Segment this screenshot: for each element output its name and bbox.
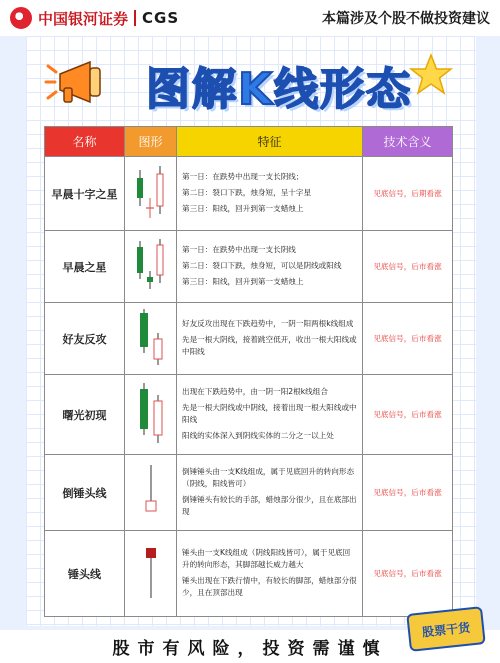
disclaimer: 本篇涉及个股不做投资建议 bbox=[322, 11, 490, 27]
pattern-meaning: 见底信号，后市看涨 bbox=[363, 231, 453, 303]
megaphone-icon bbox=[44, 58, 106, 108]
brand-english: CGS bbox=[142, 9, 180, 27]
header-name: 名称 bbox=[45, 127, 125, 157]
pattern-figure bbox=[125, 375, 177, 455]
feature-line: 第三日：阳线，回升到第一支蜡烛上 bbox=[182, 276, 304, 286]
table-row bbox=[45, 303, 453, 375]
feature-line: 倒锤锤头由一支K线组成，属于见底回升的转向形态（阴线，阳线皆可） bbox=[182, 466, 355, 488]
stamp-badge bbox=[406, 606, 486, 652]
pattern-figure bbox=[125, 231, 177, 303]
inverted-hammer-chart bbox=[132, 461, 170, 521]
feature-line: 第一日：在跌势中出现一支长阴线 bbox=[182, 244, 296, 254]
pattern-figure bbox=[125, 157, 177, 231]
pattern-figure bbox=[125, 303, 177, 375]
table-row bbox=[45, 531, 453, 617]
pattern-figure bbox=[125, 531, 177, 617]
feature-line: 阳线的实体深入到阴线实体的二分之一以上处 bbox=[182, 430, 334, 440]
content-card bbox=[26, 36, 476, 626]
pattern-name: 倒锤头线 bbox=[45, 455, 125, 531]
hammer-chart bbox=[132, 540, 170, 604]
feature-line: 第一日：在跌势中出现一支长阴线； bbox=[182, 171, 304, 181]
feature-line: 先是一根大阴线或中阴线，接着出现一根大阳线或中阳线 bbox=[182, 402, 357, 424]
pattern-figure bbox=[125, 455, 177, 531]
table-header-row bbox=[45, 127, 453, 157]
feature-line: 锤头由一支K线组成（阴线阳线皆可），属于见底回升的转向形态，其脚部越长威力越大 bbox=[182, 547, 351, 569]
pattern-name: 锤头线 bbox=[45, 531, 125, 617]
header-feature: 特征 bbox=[177, 127, 363, 157]
pattern-features bbox=[177, 531, 363, 617]
piercing-line-chart bbox=[132, 381, 170, 445]
table-row bbox=[45, 455, 453, 531]
brand-name: 中国银河证券 bbox=[38, 9, 129, 28]
brand bbox=[10, 7, 179, 29]
pattern-name: 曙光初现 bbox=[45, 375, 125, 455]
pattern-features bbox=[177, 157, 363, 231]
risk-warning: 股市有风险，投资需谨慎 bbox=[112, 639, 388, 659]
morning-star-chart bbox=[132, 235, 170, 295]
pattern-meaning: 见底信号，后市看涨 bbox=[363, 531, 453, 617]
cgs-logo-icon bbox=[10, 7, 32, 29]
feature-line: 倒锤锤头有较长的手部，蜡烛部分很少，且在底部出现 bbox=[182, 494, 357, 516]
brand-divider bbox=[134, 10, 136, 26]
pattern-features bbox=[177, 455, 363, 531]
table-row bbox=[45, 231, 453, 303]
pattern-features bbox=[177, 231, 363, 303]
feature-line: 先是一根大阴线，接着跳空低开，收出一根大阳线或中阳线 bbox=[182, 334, 357, 356]
header-figure: 图形 bbox=[125, 127, 177, 157]
feature-line: 锤头出现在下跌行情中，有较长的脚部，蜡烛部分很少，且在顶部出现 bbox=[182, 575, 357, 597]
morning-doji-star-chart bbox=[132, 162, 170, 222]
pattern-name: 早晨十字之星 bbox=[45, 157, 125, 231]
pattern-features bbox=[177, 303, 363, 375]
pattern-meaning: 见底信号，后期看涨 bbox=[363, 157, 453, 231]
feature-line: 出现在下跌趋势中，由一阴一阳2根k线组合 bbox=[182, 386, 328, 396]
table-row bbox=[45, 157, 453, 231]
pattern-meaning: 见底信号，后市看涨 bbox=[363, 375, 453, 455]
pattern-meaning: 见底信号，后市看涨 bbox=[363, 303, 453, 375]
feature-line: 好友反攻出现在下跌趋势中，一阴一阳两根k线组成 bbox=[182, 318, 354, 328]
star-icon bbox=[408, 52, 454, 98]
pattern-name: 早晨之星 bbox=[45, 231, 125, 303]
pattern-meaning: 见底信号，后市看涨 bbox=[363, 455, 453, 531]
page-title: 图解K线形态 bbox=[146, 64, 413, 115]
kline-table bbox=[44, 126, 453, 617]
top-bar bbox=[0, 0, 500, 36]
pattern-features bbox=[177, 375, 363, 455]
feature-line: 第二日：裂口下跌，烛身短，呈十字星 bbox=[182, 187, 312, 197]
counterattack-chart bbox=[132, 307, 170, 367]
feature-line: 第三日：阳线，回升到第一支蜡烛上 bbox=[182, 203, 304, 213]
pattern-name: 好友反攻 bbox=[45, 303, 125, 375]
stamp-text: 股票干货 bbox=[421, 620, 471, 639]
table-row bbox=[45, 375, 453, 455]
feature-line: 第二日：裂口下跌，烛身短，可以是阴线或阳线 bbox=[182, 260, 342, 270]
header-meaning: 技术含义 bbox=[363, 127, 453, 157]
